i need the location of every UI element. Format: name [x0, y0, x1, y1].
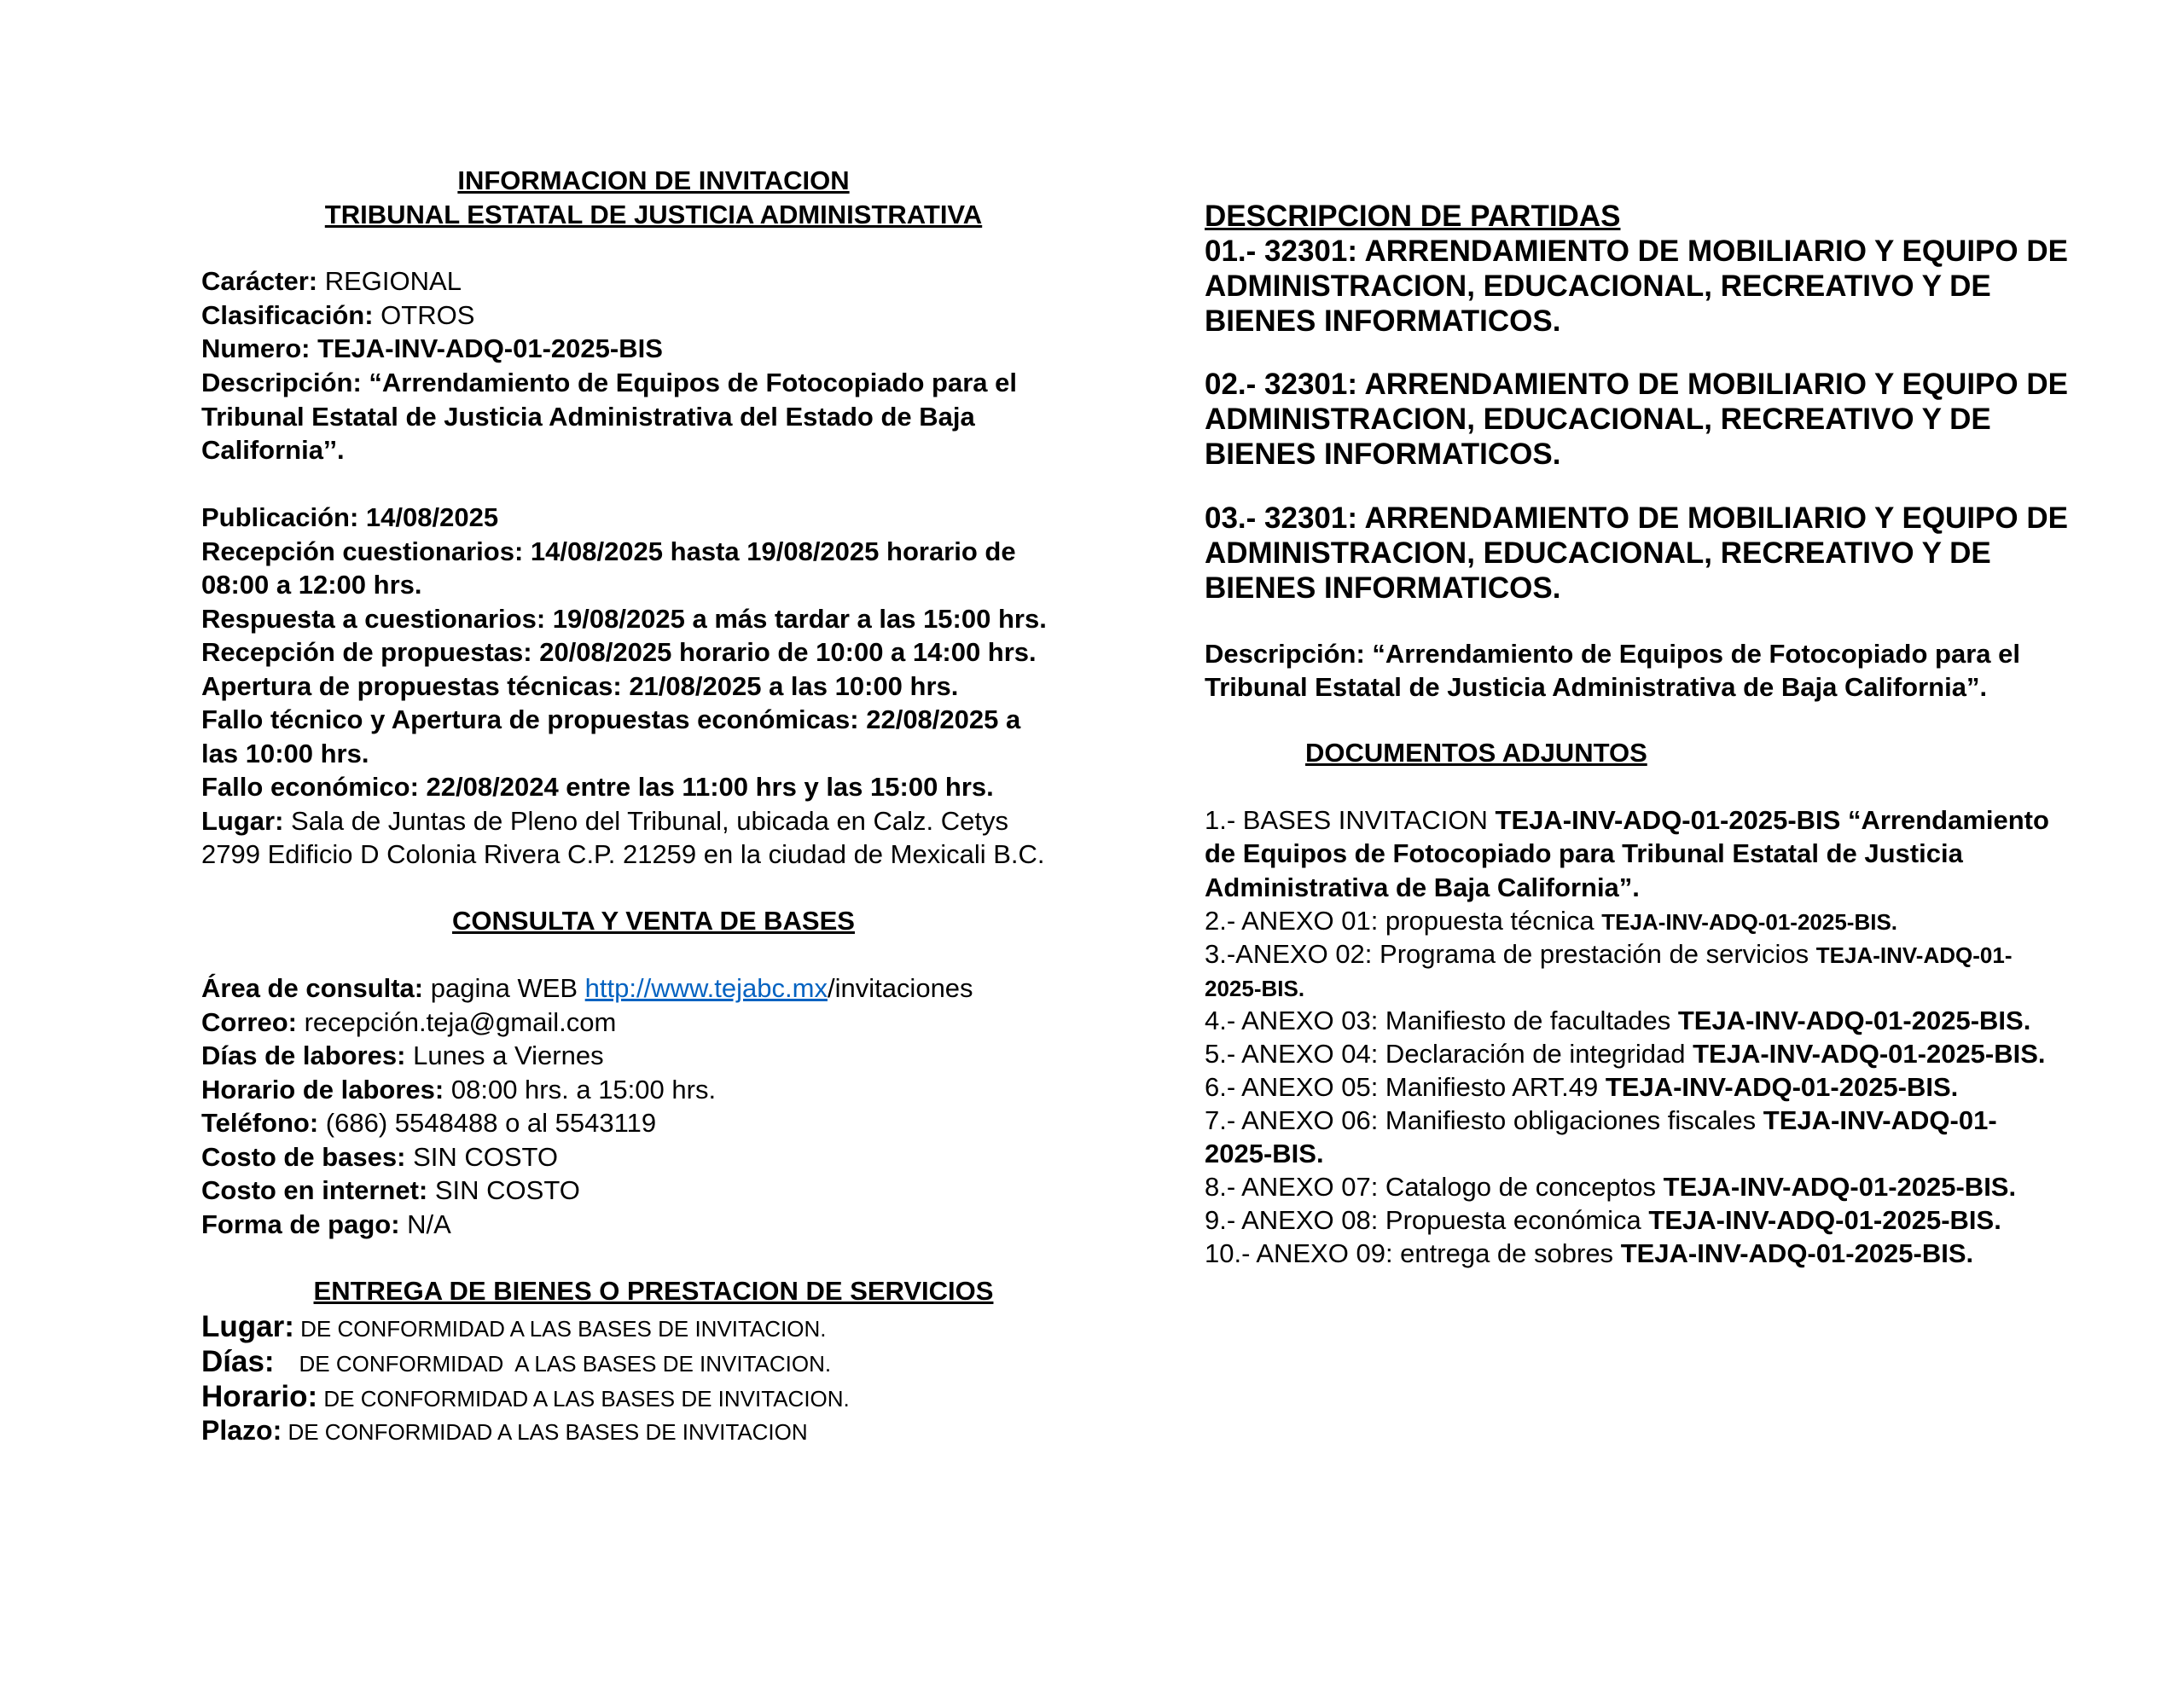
horario-value: 08:00 hrs. a 15:00 hrs. [444, 1075, 717, 1104]
title-informacion: INFORMACION DE INVITACION [457, 165, 850, 195]
doc-bold: TEJA-INV-ADQ-01-2025-BIS. [1648, 1205, 2001, 1235]
doc-plain: 3.-ANEXO 02: Programa de prestación de servicios [1205, 939, 1816, 969]
caracter-label: Carácter: [201, 266, 318, 296]
doc-plain: 5.- ANEXO 04: Declaración de integridad [1205, 1039, 1693, 1069]
doc-item [1205, 1237, 1973, 1271]
doc-item [1205, 1070, 1958, 1104]
schedule-line: Apertura de propuestas técnicas: 21/08/2025 a las 10:00 hrs. [201, 671, 959, 701]
doc-bold: TEJA-INV-ADQ-01-2025-BIS. [1677, 1006, 2031, 1035]
partida-line: ADMINISTRACION, EDUCACIONAL, RECREATIVO Y DE [1205, 403, 1991, 436]
doc-plain: 7.- ANEXO 06: Manifiesto obligaciones fiscales [1205, 1105, 1763, 1135]
entrega-lugar-value: DE CONFORMIDAD A LAS BASES DE INVITACION. [293, 1316, 827, 1342]
costo-internet-row [201, 1174, 580, 1208]
doc-plain: 9.- ANEXO 08: Propuesta económica [1205, 1205, 1649, 1235]
doc-bold: TEJA-INV-ADQ-01-2025-BIS “Arrendamiento [1495, 805, 2049, 835]
doc-item [1205, 1004, 2030, 1038]
doc-plain: 4.- ANEXO 03: Manifiesto de facultades [1205, 1006, 1678, 1035]
lugar-row-2: 2799 Edificio D Colonia Rivera C.P. 21259 en la ciudad de Mexicali B.C. [201, 839, 1045, 869]
partida-line: ADMINISTRACION, EDUCACIONAL, RECREATIVO Y DE [1205, 536, 1991, 570]
area-suffix: /invitaciones [827, 973, 973, 1003]
entrega-plazo-row [201, 1413, 808, 1449]
telefono-value: (686) 5548488 o al 5543119 [318, 1108, 657, 1138]
entrega-dias-row [201, 1344, 831, 1381]
consulta-title: CONSULTA Y VENTA DE BASES [452, 906, 855, 936]
doc-bold: TEJA-INV-ADQ-01-2025-BIS. [1605, 1072, 1959, 1102]
doc-item: Administrativa de Baja California”. [1205, 872, 1640, 902]
doc-plain: 1.- BASES INVITACION [1205, 805, 1496, 835]
entrega-title: ENTREGA DE BIENES O PRESTACION DE SERVICIOS [313, 1276, 994, 1306]
partida-line: 03.- 32301: ARRENDAMIENTO DE MOBILIARIO Y EQUIPO DE [1205, 501, 2068, 535]
doc-item [1205, 937, 2012, 972]
entrega-horario-label: Horario: [201, 1380, 318, 1413]
lugar-label: Lugar: [201, 806, 284, 836]
dias-value: Lunes a Viernes [405, 1041, 604, 1070]
dias-row [201, 1039, 604, 1073]
doc-item [1205, 1170, 2016, 1204]
doc-bold: 2025-BIS. [1205, 1139, 1324, 1168]
schedule-line: Respuesta a cuestionarios: 19/08/2025 a más tardar a las 15:00 hrs. [201, 604, 1047, 634]
pago-row [201, 1208, 451, 1242]
doc-bold: TEJA-INV-ADQ-01-2025-BIS. [1601, 909, 1898, 935]
pago-label: Forma de pago: [201, 1209, 400, 1239]
doc-bold: TEJA-INV-ADQ-01-2025-BIS. [1620, 1238, 1974, 1268]
partida-line: 01.- 32301: ARRENDAMIENTO DE MOBILIARIO Y EQUIPO DE [1205, 235, 2068, 268]
lugar-row [201, 804, 1008, 838]
caracter-row [201, 264, 462, 299]
dias-label: Días de labores: [201, 1041, 406, 1070]
entrega-lugar-row [201, 1309, 827, 1346]
costo-label: Costo de bases: [201, 1142, 406, 1172]
doc-bold: TEJA-INV-ADQ-01-2025-BIS. [1693, 1039, 2046, 1069]
doc-plain: 2.- ANEXO 01: propuesta técnica [1205, 906, 1602, 936]
partida-line: ADMINISTRACION, EDUCACIONAL, RECREATIVO Y DE [1205, 270, 1991, 303]
partidas-title: DESCRIPCION DE PARTIDAS [1205, 200, 1621, 233]
lugar-value: Sala de Juntas de Pleno del Tribunal, ubicada en Calz. Cetys [283, 806, 1009, 836]
pago-value: N/A [399, 1209, 451, 1239]
numero-row: Numero: TEJA-INV-ADQ-01-2025-BIS [201, 333, 663, 363]
doc-plain: 8.- ANEXO 07: Catalogo de conceptos [1205, 1172, 1664, 1202]
schedule-line: Fallo técnico y Apertura de propuestas económicas: 22/08/2025 a [201, 704, 1021, 734]
horario-label: Horario de labores: [201, 1075, 444, 1104]
descripcion-line: California’’. [201, 435, 345, 465]
schedule-line: Fallo económico: 22/08/2024 entre las 11:00 hrs y las 15:00 hrs. [201, 772, 994, 802]
doc-plain: 10.- ANEXO 09: entrega de sobres [1205, 1238, 1621, 1268]
costo-row [201, 1140, 558, 1174]
schedule-line: Recepción cuestionarios: 14/08/2025 hasta 19/08/2025 horario de [201, 536, 1016, 566]
horario-row [201, 1073, 716, 1107]
costo-internet-value: SIN COSTO [427, 1175, 580, 1205]
doc-item [1205, 904, 1897, 939]
entrega-horario-value: DE CONFORMIDAD A LAS BASES DE INVITACION. [317, 1386, 850, 1412]
doc-item: de Equipos de Fotocopiado para Tribunal Estatal de Justicia [1205, 838, 1963, 868]
partida-line: BIENES INFORMATICOS. [1205, 438, 1561, 471]
clasificacion-value: OTROS [373, 300, 475, 330]
partida-line: BIENES INFORMATICOS. [1205, 304, 1561, 338]
area-row [201, 971, 973, 1006]
entrega-horario-row [201, 1379, 850, 1416]
entrega-dias-label: Días: [201, 1345, 275, 1378]
entrega-dias-value: DE CONFORMIDAD A LAS BASES DE INVITACION. [274, 1351, 832, 1377]
entrega-plazo-value: DE CONFORMIDAD A LAS BASES DE INVITACION [282, 1419, 808, 1445]
entrega-lugar-label: Lugar: [201, 1310, 294, 1343]
schedule-line: las 10:00 hrs. [201, 739, 369, 768]
doc-item [1205, 971, 1304, 1006]
area-value: pagina WEB [423, 973, 585, 1003]
area-label: Área de consulta: [201, 973, 424, 1003]
right-descripcion-line: Tribunal Estatal de Justicia Administrativa de Baja California”. [1205, 672, 1988, 702]
doc-bold: TEJA-INV-ADQ-01- [1815, 942, 2013, 968]
doc-plain: 6.- ANEXO 05: Manifiesto ART.49 [1205, 1072, 1606, 1102]
right-descripcion-line: Descripción: “Arrendamiento de Equipos de Fotocopiado para el [1205, 639, 2020, 669]
costo-internet-label: Costo en internet: [201, 1175, 428, 1205]
clasificacion-label: Clasificación: [201, 300, 374, 330]
website-link[interactable]: http://www.tejabc.mx [584, 973, 828, 1003]
caracter-value: REGIONAL [317, 266, 462, 296]
telefono-label: Teléfono: [201, 1108, 319, 1138]
schedule-line: 08:00 a 12:00 hrs. [201, 570, 422, 600]
descripcion-line: Descripción: “Arrendamiento de Equipos de Fotocopiado para el [201, 368, 1017, 397]
entrega-plazo-label: Plazo: [201, 1415, 282, 1446]
doc-item [1205, 1104, 1997, 1138]
doc-item [1205, 1203, 2001, 1238]
costo-value: SIN COSTO [405, 1142, 559, 1172]
doc-item [1205, 1137, 1324, 1171]
correo-row [201, 1006, 616, 1040]
doc-bold: TEJA-INV-ADQ-01- [1763, 1105, 1997, 1135]
schedule-line: Recepción de propuestas: 20/08/2025 horario de 10:00 a 14:00 hrs. [201, 637, 1037, 667]
title-tribunal: TRIBUNAL ESTATAL DE JUSTICIA ADMINISTRATIVA [324, 200, 983, 229]
descripcion-line: Tribunal Estatal de Justicia Administrativa del Estado de Baja [201, 402, 975, 432]
partida-line: BIENES INFORMATICOS. [1205, 571, 1561, 605]
doc-bold: TEJA-INV-ADQ-01-2025-BIS. [1663, 1172, 2017, 1202]
doc-item [1205, 1037, 2046, 1071]
doc-bold: 2025-BIS. [1205, 976, 1305, 1001]
correo-label: Correo: [201, 1007, 297, 1037]
telefono-row [201, 1106, 656, 1140]
partida-line: 02.- 32301: ARRENDAMIENTO DE MOBILIARIO Y EQUIPO DE [1205, 368, 2068, 401]
schedule-line: Publicación: 14/08/2025 [201, 502, 499, 532]
docs-title: DOCUMENTOS ADJUNTOS [1305, 738, 1647, 768]
doc-item [1205, 803, 2049, 838]
clasificacion-row [201, 299, 474, 333]
correo-value: recepción.teja@gmail.com [296, 1007, 617, 1037]
